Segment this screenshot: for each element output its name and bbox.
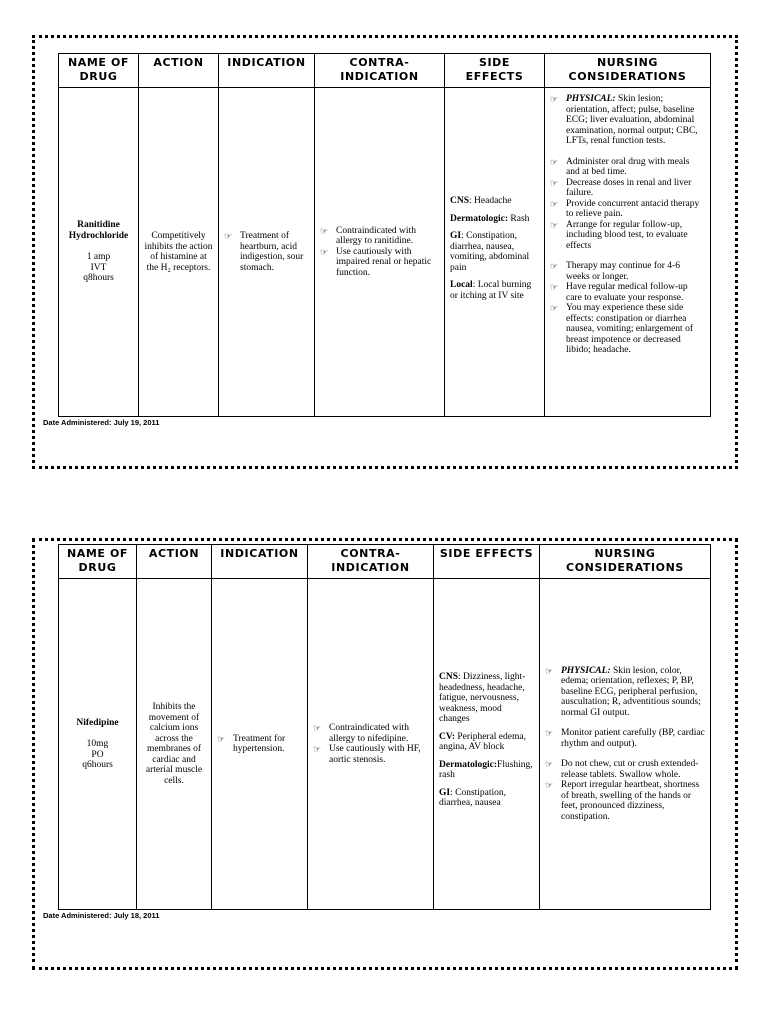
indication-item: ☞ Treatment for hypertension. [217,733,286,754]
pointing-hand-icon: ☞ [550,198,559,209]
drug-name-cell [59,88,139,417]
nursing-item: ☞ PHYSICAL: Skin lesion, color, edema; orientation, reflexes; P, BP, baseline ECG, peripheral perfusion, auscultation; R, adventitious sounds; normal GI output. [545,665,701,718]
nursing-item: ☞ Have regular medical follow-up care to evaluate your response. [550,282,688,303]
side-effect-item: CNS: Dizziness, light-headedness, headache, fatigue, nervousness, weakness, mood changes [439,672,526,725]
header-name-of-drug: NAME OF DRUG [59,545,137,579]
contraindication-cell [308,579,434,910]
side-effect-item: Local: Local burning or itching at IV site [450,280,532,301]
header-indication: INDICATION [219,54,315,88]
side-effect-item: CNS: Headache [450,196,512,206]
contraindication-cell [315,88,445,417]
nursing-item: ☞ Therapy may continue for 4-6 weeks or longer. [550,261,680,282]
indication-cell [212,579,308,910]
pointing-hand-icon: ☞ [550,177,559,188]
dose-lines [64,739,131,771]
pointing-hand-icon: ☞ [545,728,554,739]
side-effect-item: Dermatologic: Rash [450,213,530,224]
nursing-item: ☞ Arrange for regular follow-up, including blood test, to evaluate effects [550,219,688,251]
header-action: ACTION [137,545,212,579]
nursing-item: ☞ Report irregular heartbeat, shortness of breath, swelling of the hands or feet, pronounced dizziness, constipation. [545,780,700,822]
drug-card-ranitidine [32,35,738,469]
drug-name-cell [59,579,137,910]
contraindication-item: ☞ Use cautiously with impaired renal or hepatic function. [320,246,432,278]
indication-item: ☞ Treatment of heartburn, acid indigestion, sour stomach. [224,231,304,273]
header-nursing-considerations: NURSING CONSIDERATIONS [545,54,711,88]
drug-card-nifedipine [32,538,738,970]
date-administered: Date Administered: July 19, 2011 [43,418,160,427]
pointing-hand-icon: ☞ [545,780,554,791]
nursing-item: ☞ Decrease doses in renal and liver failure. [550,177,692,198]
action-cell: Inhibits the movement of calcium ions across the membranes of cardiac and arterial muscle cells. [137,579,212,910]
nursing-item: ☞ PHYSICAL: Skin lesion; orientation, affect; pulse, baseline ECG; liver evaluation, abdominal examination, normal output; CBC, LFTs, renal function tests. [550,94,698,146]
action-cell: Competitively inhibits the action of histamine at the H₂ receptors. [139,88,219,417]
pointing-hand-icon: ☞ [217,733,226,744]
nursing-item: ☞ Monitor patient carefully (BP, cardiac rhythm and output). [545,728,705,749]
side-effect-item: CV: Peripheral edema, angina, AV block [439,731,526,753]
nursing-item: ☞ Provide concurrent antacid therapy to relieve pain. [550,198,700,219]
nursing-cell [540,579,711,910]
header-action: ACTION [139,54,219,88]
nursing-item: ☞ Administer oral drug with meals and at bed time. [550,156,690,177]
header-contraindication: CONTRA-INDICATION [308,545,434,579]
dose-amount: 1 amp [86,252,111,263]
header-side-effects: SIDE EFFECTS [445,54,545,88]
nursing-item: ☞ You may experience these side effects: constipation or diarrhea nausea, vomiting; enlargement of breast impotence or decreased libido; headache. [550,303,693,355]
nursing-item: ☞ Do not chew, cut or crush extended-release tablets. Swallow whole. [545,759,699,780]
dose-lines [64,252,133,284]
side-effect-item: GI: Constipation, diarrhea, nausea [439,787,507,809]
dose-frequency: q8hours [83,273,114,284]
side-effect-item: Dermatologic:Flushing, rash [439,759,533,781]
pointing-hand-icon: ☞ [320,246,329,257]
pointing-hand-icon: ☞ [550,303,559,313]
drug-table [58,544,711,910]
indication-cell [219,88,315,417]
pointing-hand-icon: ☞ [224,231,233,241]
pointing-hand-icon: ☞ [545,759,554,770]
drug-table [58,53,711,417]
nursing-cell [545,88,711,417]
pointing-hand-icon: ☞ [313,744,322,754]
pointing-hand-icon: ☞ [550,261,559,271]
pointing-hand-icon: ☞ [320,225,329,236]
contraindication-item: ☞ Contraindicated with allergy to ranitidine. [320,225,416,247]
header-side-effects: SIDE EFFECTS [434,545,540,579]
pointing-hand-icon: ☞ [313,723,322,733]
pointing-hand-icon: ☞ [550,156,559,167]
side-effects-cell [434,579,540,910]
header-indication: INDICATION [212,545,308,579]
drug-name: Ranitidine Hydrochloride [68,220,129,241]
date-administered: Date Administered: July 18, 2011 [43,911,160,920]
dose-amount: 10mg [86,739,109,749]
header-contraindication: CONTRA-INDICATION [315,54,445,88]
dose-frequency: q6hours [82,760,113,770]
pointing-hand-icon: ☞ [550,282,559,292]
contraindication-item: ☞ Contraindicated with allergy to nifedipine. [313,723,409,744]
pointing-hand-icon: ☞ [545,665,554,676]
header-nursing-considerations: NURSING CONSIDERATIONS [540,545,711,579]
side-effects-cell [445,88,545,417]
dose-route: IVT [90,262,107,273]
side-effect-item: GI: Constipation, diarrhea, nausea, vomiting, abdominal pain [450,231,530,273]
contraindication-item: ☞ Use cautiously with HF, aortic stenosis. [313,744,421,765]
pointing-hand-icon: ☞ [550,219,559,230]
pointing-hand-icon: ☞ [550,94,559,104]
header-name-of-drug: NAME OF DRUG [59,54,139,88]
dose-route: PO [91,749,104,760]
drug-name: Nifedipine [76,717,119,728]
